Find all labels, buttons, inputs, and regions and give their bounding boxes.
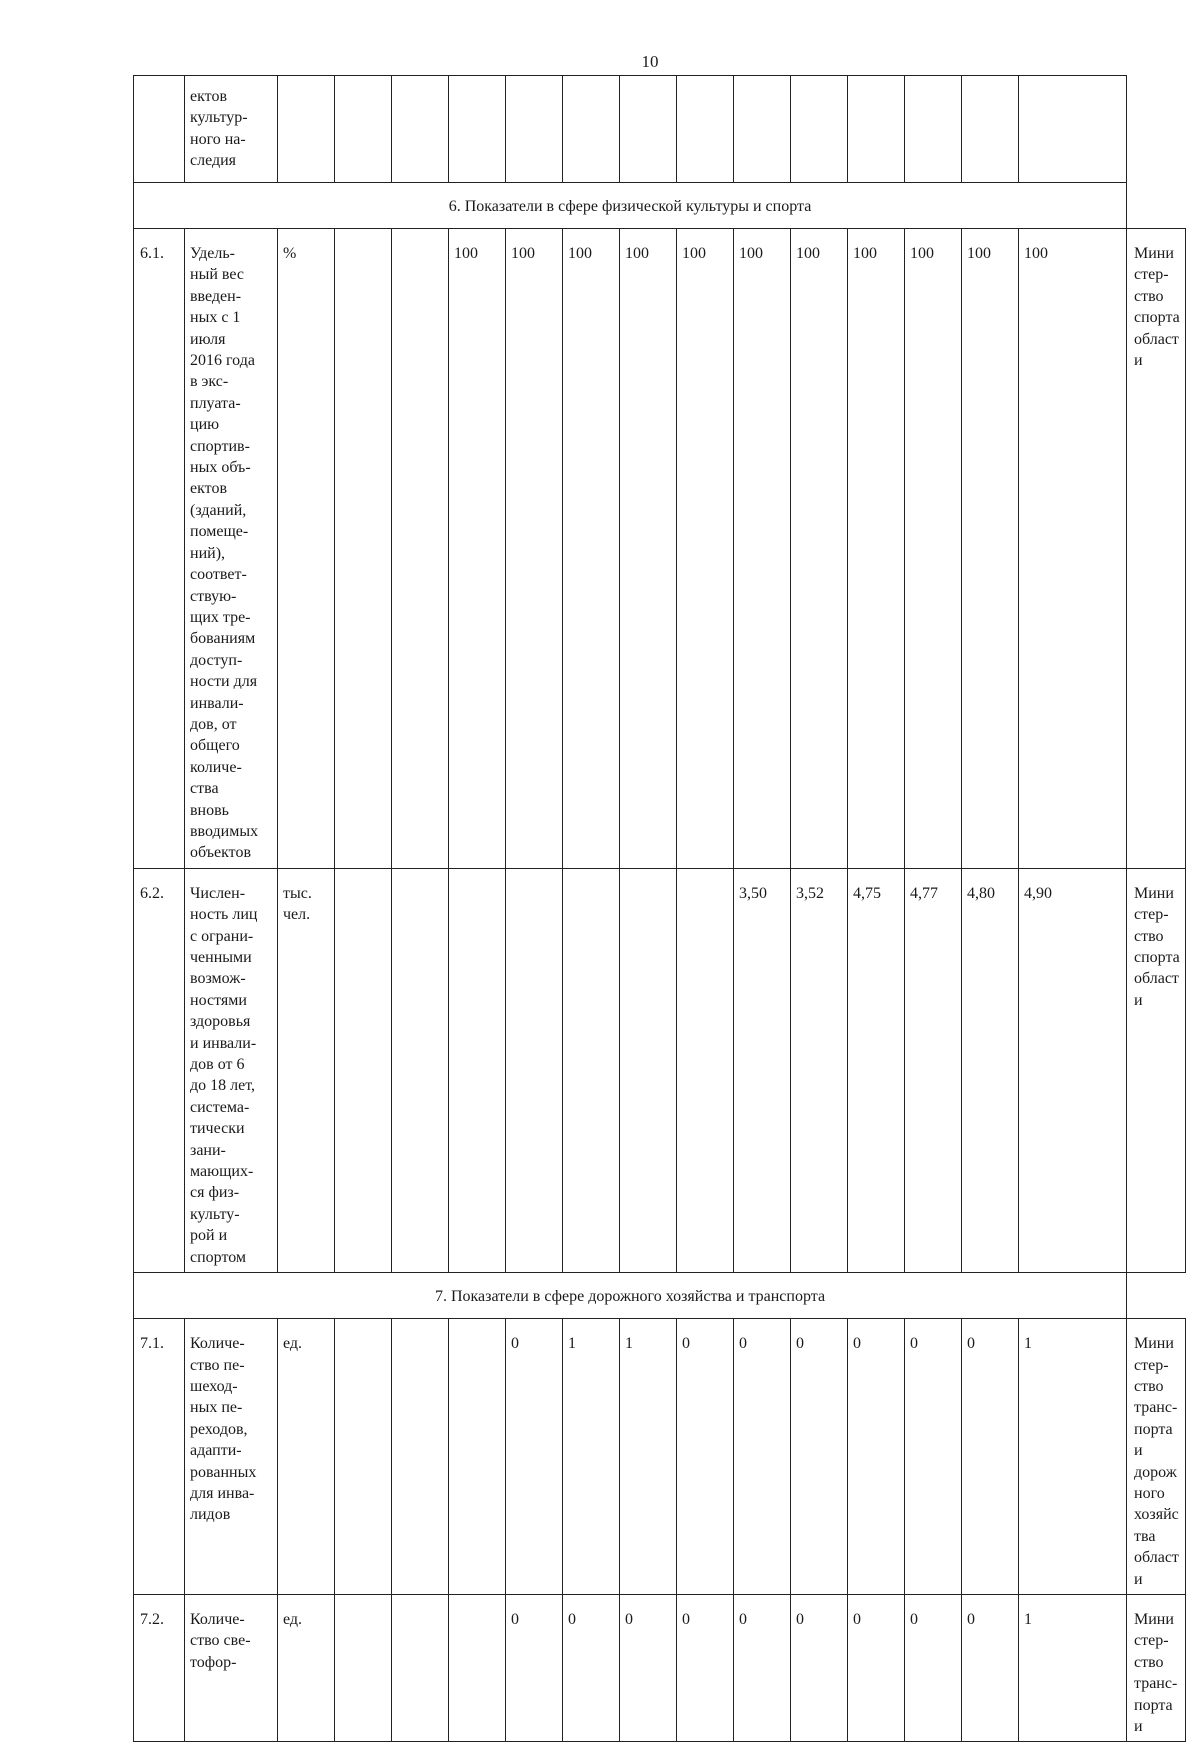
cell-value: 100 — [848, 229, 905, 869]
cell-value — [677, 76, 734, 183]
cell-value: 0 — [791, 1319, 848, 1595]
cell-value: 3,50 — [734, 868, 791, 1272]
cell-value: 100 — [563, 229, 620, 869]
cell-value — [392, 868, 449, 1272]
cell-responsible: Министер- ство транс- порта и дорожного хозяйства области — [1127, 1319, 1186, 1595]
page-number: 10 — [641, 52, 659, 71]
table-row-7-1 — [134, 1319, 1186, 1595]
cell-value: 100 — [905, 229, 962, 869]
cell-value: 4,77 — [905, 868, 962, 1272]
cell-value: 100 — [791, 229, 848, 869]
cell-num: 7.1. — [134, 1319, 185, 1595]
cell-value: 0 — [905, 1594, 962, 1741]
cell-value: 100 — [962, 229, 1019, 869]
cell-value — [335, 1594, 392, 1741]
cell-value: 0 — [962, 1594, 1019, 1741]
cell-value — [335, 1319, 392, 1595]
cell-value: 0 — [620, 1594, 677, 1741]
cell-value: 100 — [677, 229, 734, 869]
cell-value — [449, 76, 506, 183]
cell-value — [392, 229, 449, 869]
cell-value: 100 — [506, 229, 563, 869]
cell-unit: ед. — [278, 1319, 335, 1595]
cell-value — [848, 76, 905, 183]
cell-value — [449, 868, 506, 1272]
section-7-title: 7. Показатели в сфере дорожного хозяйства и транспорта — [134, 1273, 1127, 1319]
cell-value — [392, 1594, 449, 1741]
cell-indicator-name: Удель- ный вес введен- ных с 1 июля 2016 года в экс- плуата- цию спортив- ных объ- ектов (зданий, помеще- ний), соответ- ствую- щих тре- бованиям доступ- ности для инвали- дов, от общего количе- ства вновь вводимых объектов — [185, 229, 278, 869]
cell-value: 100 — [449, 229, 506, 869]
cell-indicator-name: Количе- ство пе- шеход- ных пе- реходов, адапти- рованных для инва- лидов — [185, 1319, 278, 1595]
cell-value: 1 — [620, 1319, 677, 1595]
cell-value: 4,90 — [1019, 868, 1127, 1272]
table-row-7-2 — [134, 1594, 1186, 1741]
cell-unit: тыс. чел. — [278, 868, 335, 1272]
indicators-table — [133, 75, 1186, 1742]
cell-value: 0 — [791, 1594, 848, 1741]
cell-value: 1 — [1019, 1594, 1127, 1741]
cell-value — [335, 76, 392, 183]
cell-value — [677, 868, 734, 1272]
cell-value: 100 — [734, 229, 791, 869]
cell-responsible: Министер- ство транс- порта и — [1127, 1594, 1186, 1741]
cell-num: 6.2. — [134, 868, 185, 1272]
cell-value — [962, 76, 1019, 183]
cell-value — [563, 76, 620, 183]
cell-indicator-name: ектов культур- ного на- следия — [185, 76, 278, 183]
cell-value: 1 — [1019, 1319, 1127, 1595]
table-row-6-2 — [134, 868, 1186, 1272]
cell-value: 0 — [905, 1319, 962, 1595]
cell-value: 0 — [848, 1319, 905, 1595]
cell-value: 0 — [734, 1594, 791, 1741]
cell-value — [449, 1319, 506, 1595]
cell-value: 1 — [563, 1319, 620, 1595]
section-6-title: 6. Показатели в сфере физической культуры и спорта — [134, 183, 1127, 229]
cell-unit — [278, 76, 335, 183]
cell-value: 100 — [620, 229, 677, 869]
cell-value — [392, 76, 449, 183]
cell-responsible: Министер- ство спорта области — [1127, 229, 1186, 869]
cell-value: 0 — [677, 1594, 734, 1741]
cell-num: 6.1. — [134, 229, 185, 869]
cell-value — [335, 229, 392, 869]
cell-value — [449, 1594, 506, 1741]
cell-value: 0 — [506, 1594, 563, 1741]
cell-responsible: Министер- ство спорта области — [1127, 868, 1186, 1272]
cell-value: 0 — [563, 1594, 620, 1741]
cell-responsible — [1019, 76, 1127, 183]
cell-value: 0 — [962, 1319, 1019, 1595]
cell-value: 100 — [1019, 229, 1127, 869]
cell-num — [134, 76, 185, 183]
cell-value — [620, 868, 677, 1272]
cell-unit: ед. — [278, 1594, 335, 1741]
cell-value: 3,52 — [791, 868, 848, 1272]
cell-value — [392, 1319, 449, 1595]
cell-indicator-name: Числен- ность лиц с ограни- ченными возмож- ностями здоровья и инвали- дов от 6 до 18 лет, система- тически зани- мающих- ся физ- культу- рой и спортом — [185, 868, 278, 1272]
cell-value — [563, 868, 620, 1272]
table-row-6-1 — [134, 229, 1186, 869]
section-header-row — [134, 183, 1186, 229]
cell-indicator-name: Количе- ство све- тофор- — [185, 1594, 278, 1741]
cell-value: 4,75 — [848, 868, 905, 1272]
cell-value — [791, 76, 848, 183]
cell-value: 4,80 — [962, 868, 1019, 1272]
cell-value: 0 — [848, 1594, 905, 1741]
cell-value — [506, 868, 563, 1272]
cell-value — [905, 76, 962, 183]
cell-value — [620, 76, 677, 183]
cell-value: 0 — [734, 1319, 791, 1595]
cell-unit: % — [278, 229, 335, 869]
cell-value — [335, 868, 392, 1272]
cell-num: 7.2. — [134, 1594, 185, 1741]
section-header-row — [134, 1273, 1186, 1319]
cell-value: 0 — [677, 1319, 734, 1595]
cell-value: 0 — [506, 1319, 563, 1595]
cell-value — [506, 76, 563, 183]
cell-value — [734, 76, 791, 183]
table-row-continued — [134, 76, 1186, 183]
